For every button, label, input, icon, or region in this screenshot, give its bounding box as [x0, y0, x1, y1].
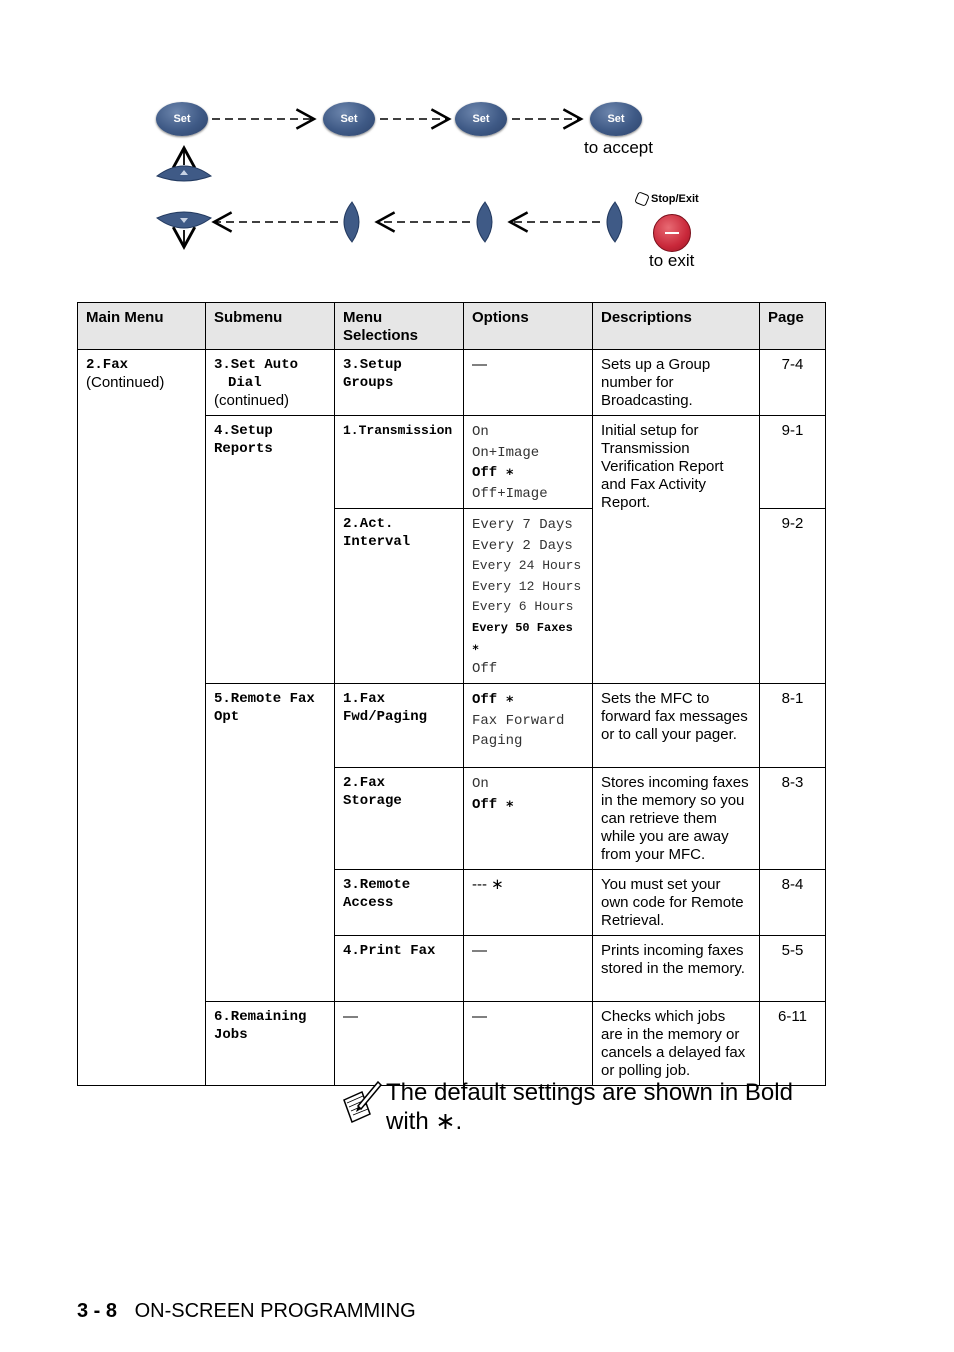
main-menu-note: (Continued)	[86, 374, 165, 391]
menu-table	[77, 302, 826, 1086]
options-cell: On Off ∗	[464, 768, 593, 870]
section-title: ON-SCREEN PROGRAMMING	[134, 1300, 416, 1322]
header-descriptions: Descriptions	[593, 303, 760, 350]
description-cell: Sets the MFC to forward fax messages or to call your pager.	[593, 684, 760, 768]
stop-exit-label: Stop/Exit	[636, 193, 699, 205]
page-cell: 9-2	[760, 509, 826, 684]
set-key-icon: Set	[156, 102, 208, 136]
options-cell: --- ∗	[464, 870, 593, 936]
left-key-icon	[477, 202, 492, 242]
page-number: 3 - 8	[77, 1300, 118, 1322]
header-page: Page	[760, 303, 826, 350]
options-cell: —	[464, 936, 593, 1002]
set-key-icon: Set	[323, 102, 375, 136]
table-row	[78, 350, 826, 416]
options-cell: On On+Image Off ∗ Off+Image	[464, 416, 593, 509]
header-main-menu: Main Menu	[78, 303, 206, 350]
description-cell: Prints incoming faxes stored in the memory.	[593, 936, 760, 1002]
main-menu-name: 2.Fax	[86, 357, 129, 373]
page-cell: 8-1	[760, 684, 826, 768]
selection-cell: 4.Print Fax	[335, 936, 464, 1002]
page-cell: 9-1	[760, 416, 826, 509]
selection-cell: 1.Fax Fwd/Paging	[335, 684, 464, 768]
page-cell: 5-5	[760, 936, 826, 1002]
note	[340, 1078, 820, 1135]
page-footer	[77, 1300, 416, 1323]
page-cell: 8-3	[760, 768, 826, 870]
diagram-arrows	[0, 0, 954, 290]
selection-cell: —	[335, 1002, 464, 1086]
options-cell: Off ∗ Fax Forward Paging	[464, 684, 593, 768]
selection-cell: 3.Setup Groups	[335, 350, 464, 416]
options-cell: Every 7 Days Every 2 Days Every 24 Hours Every 12 Hours Every 6 Hours Every 50 Faxes ∗ Off	[464, 509, 593, 684]
exit-caption: to exit	[649, 251, 695, 270]
header-submenu: Submenu	[206, 303, 335, 350]
selection-cell: 1.Transmission	[335, 416, 464, 509]
stop-icon	[634, 191, 650, 207]
stop-exit-key-icon	[653, 214, 691, 252]
navigation-diagram	[0, 0, 954, 290]
description-cell: You must set your own code for Remote Retrieval.	[593, 870, 760, 936]
main-menu-cell	[78, 350, 206, 1086]
page-cell: 6-11	[760, 1002, 826, 1086]
page-cell: 8-4	[760, 870, 826, 936]
page-cell: 7-4	[760, 350, 826, 416]
submenu-cell: 3.Set Auto Dial (continued)	[206, 350, 335, 416]
options-cell: —	[464, 1002, 593, 1086]
submenu-cell: 4.Setup Reports	[206, 416, 335, 684]
description-cell: Sets up a Group number for Broadcasting.	[593, 350, 760, 416]
options-cell: —	[464, 350, 593, 416]
left-key-icon	[607, 202, 622, 242]
description-cell: Initial setup for Transmission Verification Report and Fax Activity Report.	[593, 416, 760, 684]
submenu-cell: 5.Remote Fax Opt	[206, 684, 335, 1002]
left-key-icon	[344, 202, 359, 242]
accept-caption: to accept	[584, 138, 653, 157]
set-key-icon: Set	[590, 102, 642, 136]
header-options: Options	[464, 303, 593, 350]
selection-cell: 2.Fax Storage	[335, 768, 464, 870]
selection-cell: 2.Act. Interval	[335, 509, 464, 684]
table-header-row	[78, 303, 826, 350]
description-cell: Checks which jobs are in the memory or cancels a delayed fax or polling job.	[593, 1002, 760, 1086]
header-menu-selections: Menu Selections	[335, 303, 464, 350]
note-text: The default settings are shown in Bold with ∗.	[386, 1079, 793, 1135]
set-key-icon: Set	[455, 102, 507, 136]
submenu-cell: 6.Remaining Jobs	[206, 1002, 335, 1086]
note-pencil-icon	[340, 1078, 382, 1124]
description-cell: Stores incoming faxes in the memory so you can retrieve them while you are away from your MFC.	[593, 768, 760, 870]
selection-cell: 3.Remote Access	[335, 870, 464, 936]
